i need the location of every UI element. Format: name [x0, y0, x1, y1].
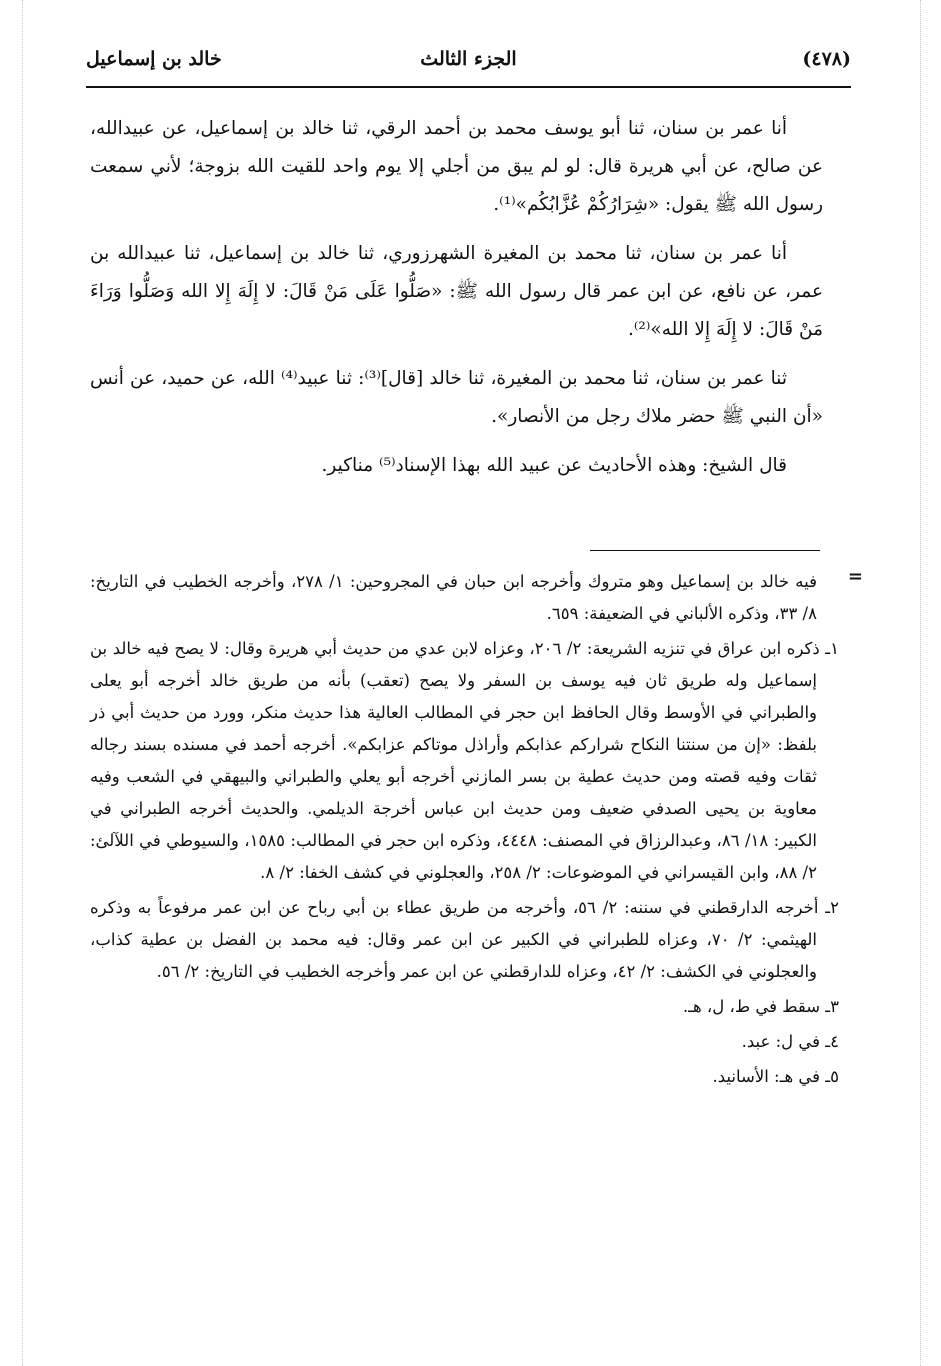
footnote-continuation-marker: =: [847, 566, 863, 587]
footnote-item: ٣ـ سقط في ط، ل، هـ.: [682, 997, 839, 1016]
body-paragraph: ثنا عمر بن سنان، ثنا محمد بن المغيرة، ثنا خالد [قال]⁽³⁾: ثنا عبيد⁽⁴⁾ الله، عن حميد، عن أنس «أن النبي ﷺ حضر ملاك رجل من الأنصار».: [90, 368, 823, 427]
body-paragraph: قال الشيخ: وهذه الأحاديث عن عبيد الله بهذا الإسناد⁽⁵⁾ مناكير.: [321, 455, 787, 476]
footnote-separator: [590, 550, 820, 551]
footnote-item: ١ـ ذكره ابن عراق في تنزيه الشريعة: ٢/ ٢٠٦، وعزاه لابن عدي من حديث أبي هريرة وقال: لا يصح فيه خالد بن إسماعيل وله طريق ثان فيه يوسف بن السفر ولا يصح (تعقب) بأنه من طريق خالد أخرجه أبو يعلى والطبراني في الأوسط وقال الحافظ ابن حجر في المطالب العالية هذا حديث منكر، وورد من حديث أبي ذر بلفظ: «إن من سنتنا النكاح شراركم عذابكم وأراذل موتاكم عزابكم». أخرجه أحمد في مسنده بسند رجاله ثقات وفيه قصته ومن حديث عطية بن بسر المازني أخرجه أبو يعلي والطبراني والبيهقي في الشعب وفيه معاوية بن يحيى الصدفي ضعيف ومن حديث ابن عباس أخرجة الديلمي. والحديث أخرجه الطبراني في الكبير: ١٨/ ٨٦، وعبدالرزاق في المصنف: ٤٤٤٨، وذكره ابن حجر في المطالب: ١٥٨٥، والسيوطي في اللآلئ: ٢/ ٨٨، وابن القيسراني في الموضوعات: ٢/ ٢٥٨، والعجلوني في كشف الخفا: ٢/ ٨.: [90, 639, 839, 882]
page-number: (٤٧٨): [802, 48, 851, 70]
body-paragraph: أنا عمر بن سنان، ثنا أبو يوسف محمد بن أحمد الرقي، ثنا خالد بن إسماعيل، عن عبيدالله، عن صالح، عن أبي هريرة قال: لو لم يبق من أجلي إلا يوم واحد للقيت الله بزوجة؛ لأني سمعت رسول الله ﷺ يقول: «شِرَارُكُمْ عُزَّابُكُم»⁽¹⁾.: [90, 118, 823, 215]
footnote-item: ٥ـ في هـ: الأسانيد.: [712, 1067, 839, 1086]
body-paragraph: أنا عمر بن سنان، ثنا محمد بن المغيرة الشهرزوري، ثنا خالد بن إسماعيل، ثنا عبيدالله بن عمر، عن نافع، عن ابن عمر قال رسول الله ﷺ: «صَلُّوا عَلَى مَنْ قَالَ: لا إِلَهَ إِلا الله وَصَلُّوا وَرَاءَ مَنْ قَالَ: لا إِلَهَ إِلا الله»⁽²⁾.: [90, 243, 823, 340]
main-text: [90, 110, 823, 496]
header-rule: [86, 86, 851, 88]
footnote-continuation: فيه خالد بن إسماعيل وهو متروك وأخرجه ابن حبان في المجروحين: ١/ ٢٧٨، وأخرجه الخطيب في التاريخ: ٨/ ٣٣، وذكره الألباني في الضعيفة: ٦٥٩.: [90, 572, 817, 623]
running-title: خالد بن إسماعيل: [86, 48, 222, 70]
page-header: [86, 42, 851, 86]
footnote-item: ٢ـ أخرجه الدارقطني في سننه: ٢/ ٥٦، وأخرجه من طريق عطاء بن أبي رباح عن ابن عمر مرفوعاً به وذكره الهيثمي: ٢/ ٧٠، وعزاه للطبراني في الكبير عن ابن عمر وقال: فيه محمد بن الفضل بن عطية كذاب، والعجلوني في الكشف: ٢/ ٤٢، وعزاه للدارقطني عن ابن عمر وأخرجه الخطيب في التاريخ: ٢/ ٥٦.: [90, 898, 839, 981]
volume-title: الجزء الثالث: [420, 48, 517, 70]
footnote-item: ٤ـ في ل: عبد.: [741, 1032, 839, 1051]
footnotes: [90, 566, 839, 1096]
